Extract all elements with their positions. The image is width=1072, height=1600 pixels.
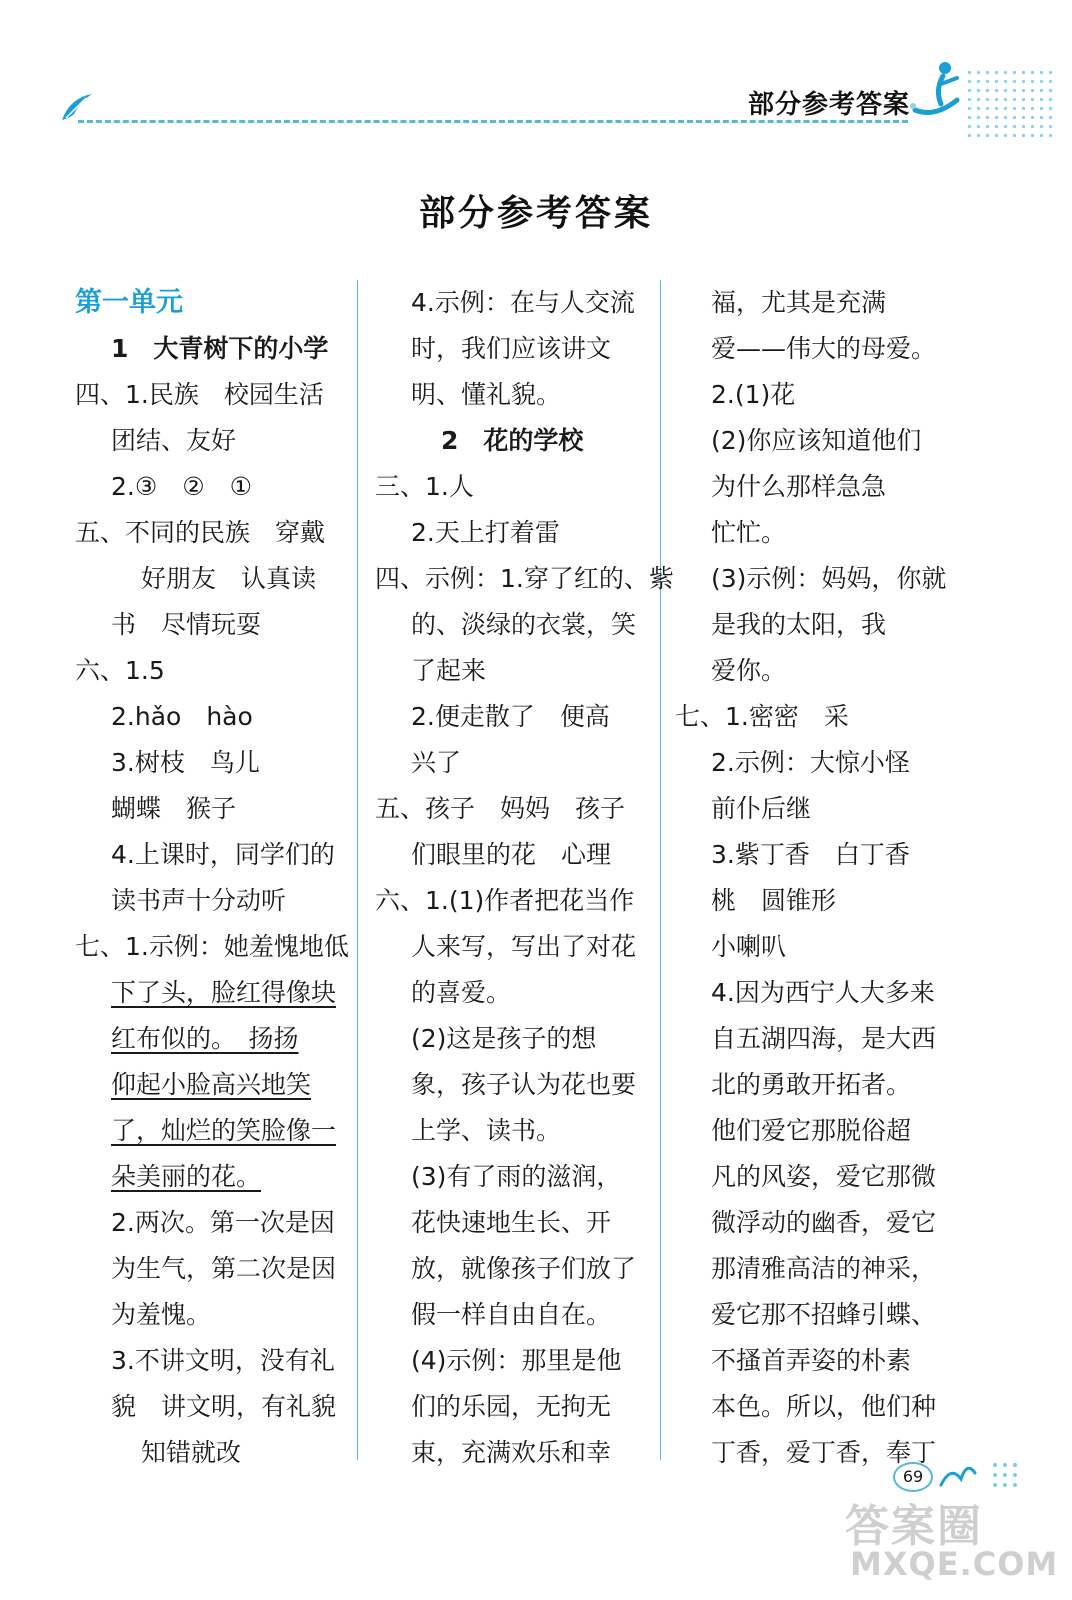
page-header — [0, 0, 1072, 140]
answer-line: 五、孩子 妈妈 孩子 — [375, 794, 626, 823]
answer-line: 读书声十分动听 — [111, 886, 287, 915]
answer-line: 微浮动的幽香，爱它 — [711, 1208, 937, 1237]
answer-line: (4)示例：那里是他 — [411, 1346, 622, 1375]
answer-line: 3.紫丁香 白丁香 — [711, 840, 910, 869]
answer-line: 仰起小脸高兴地笑 — [111, 1070, 312, 1099]
footer-decoration-icon — [935, 1455, 1035, 1495]
answer-line: 团结、友好 — [111, 426, 237, 455]
answer-line: 2.便走散了 便高 — [411, 702, 610, 731]
lesson-heading: 1 大青树下的小学 — [111, 334, 329, 363]
answer-line: (3)示例：妈妈，你就 — [711, 564, 947, 593]
answer-column-1 — [75, 280, 355, 1476]
runner-icon — [905, 60, 967, 120]
answer-line: 的喜爱。 — [411, 978, 512, 1007]
watermark-url: MXQE.COM — [850, 1545, 1059, 1583]
answer-line: 2.hǎo hào — [111, 702, 253, 731]
answer-line: 红布似的。 扬扬 — [111, 1024, 299, 1053]
answer-line: 2.③ ② ① — [111, 472, 253, 501]
answer-column-2 — [375, 280, 674, 1476]
answer-line: 本色。所以，他们种 — [711, 1392, 937, 1421]
answer-line: 2.天上打着雷 — [411, 518, 560, 547]
header-title: 部分参考答案 — [748, 90, 911, 120]
answer-line: 蝴蝶 猴子 — [111, 794, 237, 823]
lesson-heading: 2 花的学校 — [441, 426, 584, 455]
answer-line: 爱它那不招蜂引蝶、 — [711, 1300, 937, 1329]
answer-line: 2.示例：大惊小怪 — [711, 748, 910, 777]
answer-line: 4.上课时，同学们的 — [111, 840, 335, 869]
answer-line: 下了头，脸红得像块 — [111, 978, 337, 1007]
answer-line: 福，尤其是充满 — [711, 288, 887, 317]
answer-line: 束，充满欢乐和幸 — [411, 1438, 612, 1467]
answer-line: 上学、读书。 — [411, 1116, 562, 1145]
answer-line: 3.不讲文明，没有礼 — [111, 1346, 335, 1375]
answer-line: 五、不同的民族 穿戴 — [75, 518, 326, 547]
answer-line: (2)这是孩子的想 — [411, 1024, 597, 1053]
answer-line: 2.两次。第一次是因 — [111, 1208, 335, 1237]
answer-line: 假一样自由自在。 — [411, 1300, 612, 1329]
answer-line: 忙忙。 — [711, 518, 787, 547]
page-number: 69 — [893, 1462, 933, 1492]
answer-line: 自五湖四海，是大西 — [711, 1024, 937, 1053]
answer-line: 放，就像孩子们放了 — [411, 1254, 637, 1283]
answer-line: 他们爱它那脱俗超 — [711, 1116, 912, 1145]
answer-line: 爱——伟大的母爱。 — [711, 334, 937, 363]
answer-line: (2)你应该知道他们 — [711, 426, 922, 455]
watermark: 答案圈 — [845, 1501, 983, 1552]
answer-line: 朵美丽的花。 — [111, 1162, 262, 1191]
answer-line: 不搔首弄姿的朴素 — [711, 1346, 912, 1375]
answer-line: 为什么那样急急 — [711, 472, 887, 501]
answer-line: 丁香，爱丁香，奉丁 — [711, 1438, 937, 1467]
decorative-dots — [965, 68, 1055, 138]
leaf-icon — [60, 92, 94, 122]
answer-line: 北的勇敢开拓者。 — [711, 1070, 912, 1099]
answer-line: 六、1.5 — [75, 656, 165, 685]
answer-line: 2.(1)花 — [711, 380, 796, 409]
answer-line: 时，我们应该讲文 — [411, 334, 612, 363]
answer-line: 3.树枝 鸟儿 — [111, 748, 260, 777]
answer-line: 小喇叭 — [711, 932, 787, 961]
answer-line: 花快速地生长、开 — [411, 1208, 612, 1237]
answer-line: 象，孩子认为花也要 — [411, 1070, 637, 1099]
answer-line: 桃 圆锥形 — [711, 886, 837, 915]
answer-line: 们的乐园，无拘无 — [411, 1392, 612, 1421]
answer-line: 四、1.民族 校园生活 — [75, 380, 324, 409]
answer-line: 人来写，写出了对花 — [411, 932, 637, 961]
answer-line: 是我的太阳，我 — [711, 610, 887, 639]
answer-line: 貌 讲文明，有礼貌 — [111, 1392, 337, 1421]
answer-line: 书 尽情玩耍 — [111, 610, 262, 639]
unit-heading: 第一单元 — [75, 287, 183, 318]
answer-line: 4.因为西宁人大多来 — [711, 978, 935, 1007]
page-title: 部分参考答案 — [418, 193, 653, 234]
answer-line: (3)有了雨的滋润， — [411, 1162, 622, 1191]
answer-line: 爱你。 — [711, 656, 787, 685]
column-divider — [660, 280, 661, 1460]
answer-line: 4.示例：在与人交流 — [411, 288, 635, 317]
answer-line: 的、淡绿的衣裳，笑 — [411, 610, 637, 639]
answer-line: 七、1.密密 采 — [675, 702, 849, 731]
column-divider — [357, 280, 358, 1460]
answer-column-3 — [675, 280, 950, 1476]
answer-line: 兴了 — [411, 748, 462, 777]
answer-line: 三、1.人 — [375, 472, 474, 501]
answer-line: 四、示例：1.穿了红的、紫 — [375, 564, 674, 593]
answer-line: 们眼里的花 心理 — [411, 840, 612, 869]
answer-line: 那清雅高洁的神采， — [711, 1254, 937, 1283]
answer-line: 为羞愧。 — [111, 1300, 212, 1329]
answer-line: 七、1.示例：她羞愧地低 — [75, 932, 349, 961]
answer-line: 了，灿烂的笑脸像一 — [111, 1116, 337, 1145]
answer-line: 知错就改 — [141, 1438, 242, 1467]
answer-line: 好朋友 认真读 — [141, 564, 317, 593]
answer-line: 为生气，第二次是因 — [111, 1254, 337, 1283]
answer-line: 六、1.(1)作者把花当作 — [375, 886, 635, 915]
answer-line: 明、懂礼貌。 — [411, 380, 562, 409]
answer-line: 凡的风姿，爱它那微 — [711, 1162, 937, 1191]
answer-line: 了起来 — [411, 656, 487, 685]
answer-line: 前仆后继 — [711, 794, 812, 823]
